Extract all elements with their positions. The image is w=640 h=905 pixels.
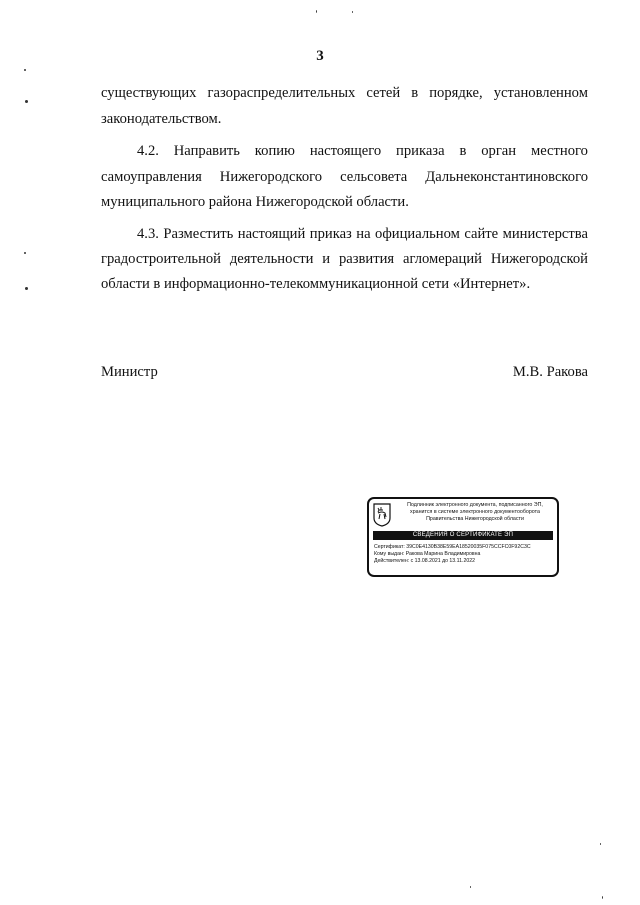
- word: агломераций: [403, 251, 482, 267]
- word: установленном: [493, 85, 588, 101]
- paragraph-1-line-2: законодательством.: [101, 111, 222, 127]
- paragraph-2-line-2: [101, 168, 588, 186]
- validity-row: [374, 558, 556, 565]
- word: развития: [338, 251, 395, 267]
- word: на: [356, 226, 371, 242]
- scan-speck: [600, 843, 601, 845]
- certificate-label: Сертификат:: [374, 544, 405, 550]
- word: деятельности: [229, 251, 314, 267]
- word: копию: [254, 143, 295, 159]
- word: настоящий: [237, 226, 306, 242]
- signatory-name: М.В. Ракова: [512, 364, 588, 380]
- word: местного: [530, 143, 588, 159]
- word: настоящего: [309, 143, 382, 159]
- stamp-certificate-details: [374, 544, 556, 565]
- certificate-value: 39C0E4130B38E59EA18520035F075CCFC0F92C3C: [406, 544, 531, 550]
- paragraph-3-line-3: области в информационно-телекоммуникационной сети «Интернет».: [101, 276, 531, 292]
- issued-to-label: Кому выдан:: [374, 551, 405, 557]
- word: в: [459, 143, 467, 159]
- word: в: [411, 85, 419, 101]
- word: Нижегородской: [490, 251, 588, 267]
- page-number: 3: [316, 48, 324, 64]
- validity-value: с 13.08.2021 до 13.11.2022: [410, 558, 475, 564]
- word: сайте: [464, 226, 499, 242]
- paragraph-3-line-2: [101, 250, 588, 268]
- scan-speck: [25, 100, 28, 103]
- word: Разместить: [163, 226, 234, 242]
- word: 4.2.: [137, 143, 159, 159]
- scan-speck: [24, 252, 26, 254]
- certificate-row: [374, 544, 556, 551]
- scan-speck: [24, 69, 26, 71]
- paragraph-2-line-3: муниципального района Нижегородской области.: [101, 194, 409, 210]
- word: газораспределительных: [207, 85, 356, 101]
- stamp-header-line: Правительства Нижегородской области: [426, 516, 524, 522]
- word: 4.3.: [137, 226, 159, 242]
- stamp-header-line: Подлинник электронного документа, подписанного ЭП,: [407, 502, 543, 508]
- word: официальном: [375, 226, 460, 242]
- validity-label: Действителен:: [374, 558, 410, 564]
- paragraph-3-line-1: [137, 225, 588, 243]
- word: приказ: [309, 226, 352, 242]
- word: градостроительной: [101, 251, 221, 267]
- word: министерства: [502, 226, 588, 242]
- issued-to-row: [374, 551, 556, 558]
- paragraph-1-line-1: [101, 84, 588, 102]
- word: Направить: [173, 143, 240, 159]
- word: существующих: [101, 85, 197, 101]
- word: Дальнеконстантиновского: [425, 169, 588, 185]
- scan-speck: [602, 896, 603, 899]
- word: и: [322, 251, 331, 267]
- stamp-certificate-title: СВЕДЕНИЯ О СЕРТИФИКАТЕ ЭП: [373, 531, 553, 540]
- word: орган: [481, 143, 517, 159]
- word: приказа: [396, 143, 445, 159]
- nizhny-novgorod-deer-emblem-icon: [373, 503, 391, 527]
- scan-speck: [470, 886, 471, 888]
- scan-speck: [25, 287, 28, 290]
- word: сельсовета: [340, 169, 408, 185]
- stamp-header: [393, 502, 557, 523]
- word: сетей: [366, 85, 401, 101]
- word: самоуправления: [101, 169, 202, 185]
- signatory-role: Министр: [101, 364, 158, 380]
- paragraph-2-line-1: [137, 142, 588, 160]
- electronic-signature-stamp: [367, 497, 559, 577]
- scan-speck: [316, 10, 317, 13]
- issued-to-value: Ракова Марина Владимировна: [405, 551, 481, 557]
- stamp-header-line: хранится в системе электронного документооборота: [410, 509, 540, 515]
- word: порядке,: [429, 85, 483, 101]
- word: Нижегородского: [219, 169, 323, 185]
- scan-speck: [352, 11, 353, 13]
